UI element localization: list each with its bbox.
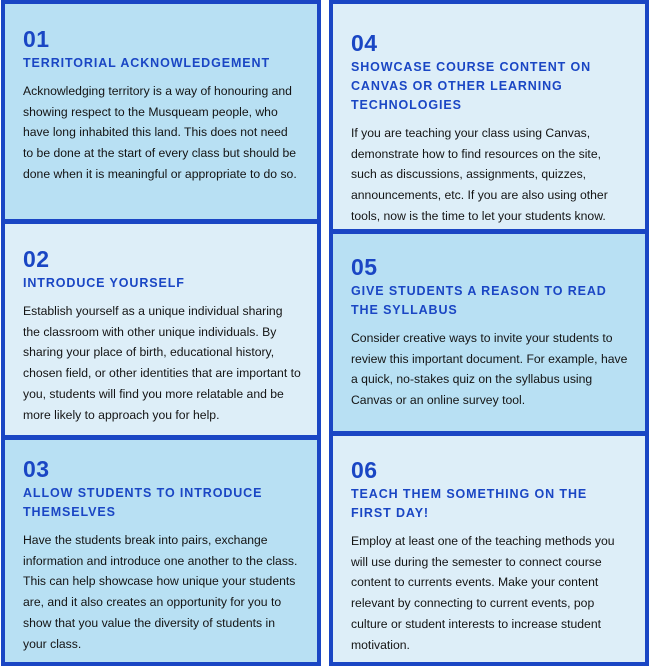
card-body: Establish yourself as a unique individual sharing the classroom with other unique individuals. By sharing your place of birth, educational history, chosen field, or other identities that are important to you, students will find you more relatable and be more likely to approach you for help. [23, 304, 301, 422]
right-column [329, 0, 649, 666]
card-body: Consider creative ways to invite your students to review this important document. For example, have a quick, no-stakes quiz on the syllabus using Canvas or an online survey tool. [351, 331, 628, 408]
card-02 [5, 224, 317, 435]
card-body: If you are teaching your class using Canvas, demonstrate how to find resources on the site, such as discussions, assignments, quizzes, announcements, etc. If you are also using other tools, now is the time to let your students know. [351, 126, 608, 223]
card-number: 04 [351, 30, 378, 56]
card-title: ALLOW STUDENTS TO INTRODUCE THEMSELVES [23, 486, 263, 519]
card-04 [333, 4, 645, 229]
card-06 [333, 436, 645, 662]
card-body: Employ at least one of the teaching methods you will use during the semester to connect course content to currents events. Make your content relevant by connecting to current events, pop culture or student interests to increase student motivation. [351, 534, 615, 652]
left-column [1, 0, 321, 666]
card-body: Acknowledging territory is a way of honouring and showing respect to the Musqueam people, who have long inhabited this land. This does not need to be done at the start of every class but should be done when it is meaningful or appropriate to do so. [23, 84, 297, 181]
card-number: 03 [23, 456, 50, 482]
card-03 [5, 440, 317, 662]
card-title: GIVE STUDENTS A REASON TO READ THE SYLLABUS [351, 284, 607, 317]
card-body: Have the students break into pairs, exchange information and introduce one another to the class. This can help showcase how unique your students are, and it also creates an opportunity for you to show that you value the diversity of students in your class. [23, 533, 298, 651]
card-title: INTRODUCE YOURSELF [23, 276, 185, 290]
card-number: 05 [351, 254, 378, 280]
card-title: SHOWCASE COURSE CONTENT ON CANVAS OR OTHER LEARNING TECHNOLOGIES [351, 60, 592, 112]
card-05 [333, 234, 645, 431]
card-01 [5, 4, 317, 219]
card-title: TERRITORIAL ACKNOWLEDGEMENT [23, 56, 270, 70]
card-number: 06 [351, 457, 378, 483]
card-title: TEACH THEM SOMETHING ON THE FIRST DAY! [351, 487, 588, 520]
card-number: 02 [23, 246, 50, 272]
card-number: 01 [23, 26, 50, 52]
